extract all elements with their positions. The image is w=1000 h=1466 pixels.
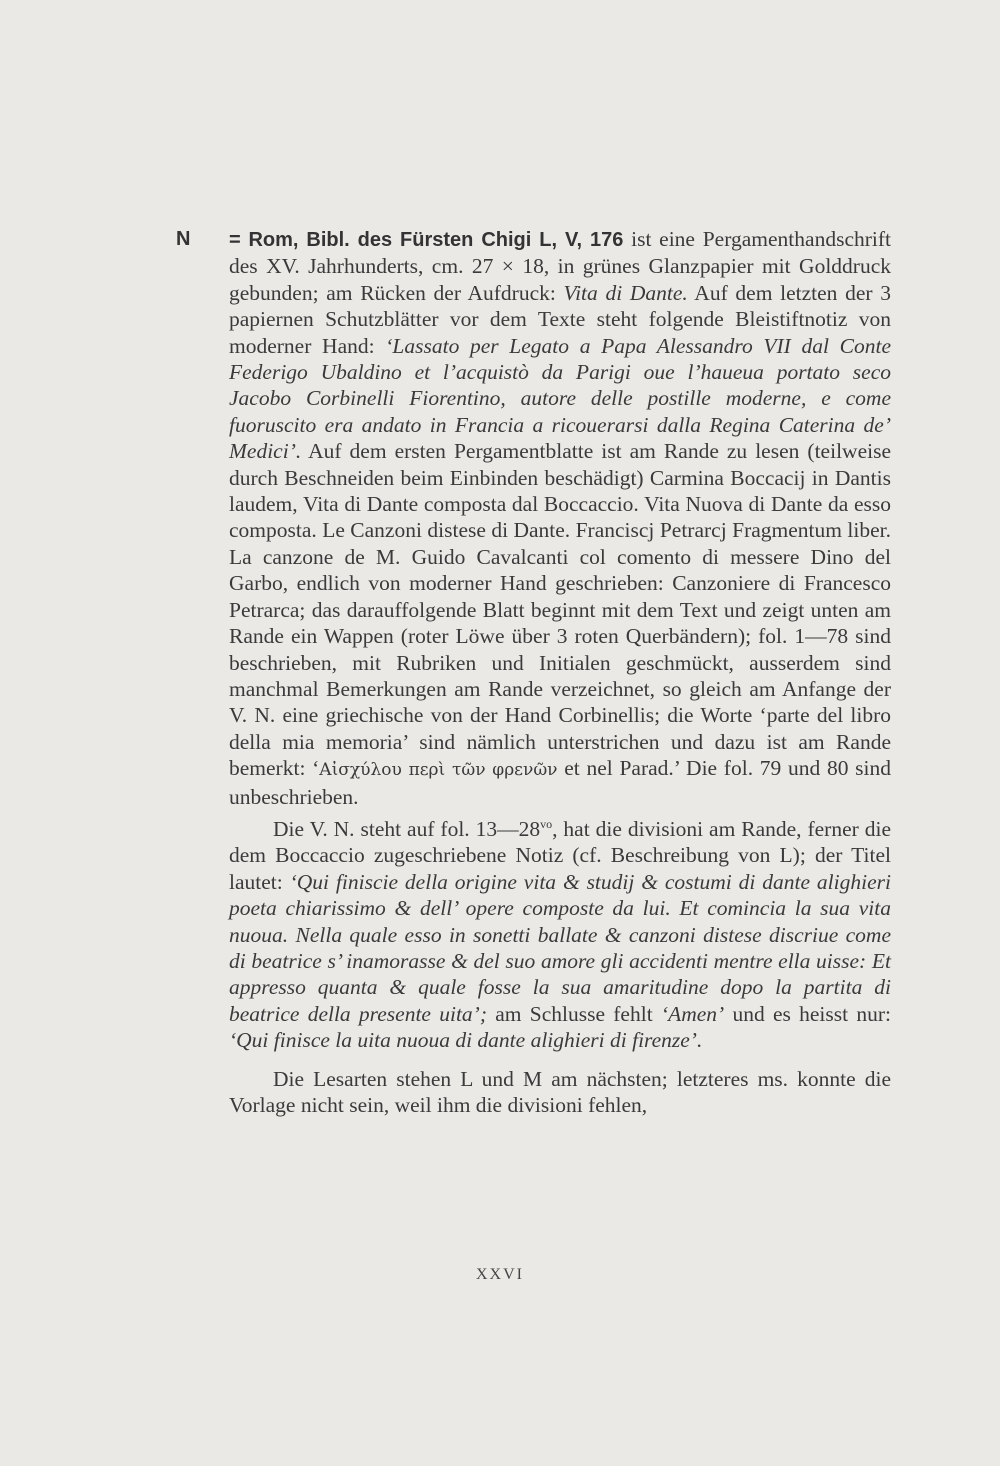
siglum: N — [176, 228, 191, 250]
paragraph-1-text-d: et nel Parad.’ Die fol. 79 und 80 sind unbeschrieben. — [229, 756, 891, 809]
text-body — [229, 226, 891, 1118]
paragraph-1-text-c: Auf dem ersten Pergamentblatte ist am Rande zu lesen (teilweise durch Beschneiden beim Einbinden beschädigt) Carmina Boccacij in Dantis laudem, Vita di Dante composta dal Boccaccio. Vita Nuova di Dante da esso composta. Le Canzoni distese di Dante. Franciscj Petrarcj Fragmentum liber. La canzone de M. Guido Cavalcanti col comento di messere Dino del Garbo, endlich von moderner Hand geschrieben: Canzoniere di Francesco Petrarca; das darauffolgende Blatt beginnt mit dem Text und zeigt unten am Rande ein Wappen (roter Löwe über 3 roten Querbändern); fol. 1—78 sind beschrieben, mit Rubriken und Initialen geschmückt, ausserdem sind manchmal Bemerkungen am Rande verzeichnet, so gleich am Anfange der V. N. eine griechische von der Hand Corbinellis; die Worte ‘parte del libro della mia memoria’ sind nämlich unterstrichen und dazu ist am Rande bemerkt: ‘ — [229, 439, 891, 781]
paragraph-1-text-a: ist eine Pergamenthandschrift des XV. Jahrhunderts, cm. 27 × 18, in grünes Glanzpapier mit Golddruck gebunden; am Rücken der Aufdruck: — [229, 227, 892, 305]
spine-title: Vita di Dante. — [563, 280, 688, 305]
amen-word: ‘Amen’ — [660, 1001, 725, 1026]
paragraph-2-text-b: , hat die divisioni am Rande, ferner die dem Boccaccio zugeschriebene Notiz (cf. Beschreibung von L); der Titel lautet: — [229, 816, 891, 894]
incipit-title: ‘Qui finiscie della origine vita & studij & costumi di dante alighieri poeta chiarissimo & dell’ opere composte da lui. Et comincia la sua vita nuoua. Nella quale esso in sonetti ballate & canzoni distese discriue come di beatrice s’ inamorasse & del suo amore gli accidenti mentre ella uisse: Et appresso quanta & quale fosse la sua amaritudine dopo la partita di beatrice della presente uita’; — [229, 869, 891, 1026]
equals-sign: = — [229, 229, 241, 251]
greek-annotation: Αἰσχύλου περὶ τῶν φρενῶν — [319, 760, 558, 781]
page-number: XXVI — [476, 1266, 524, 1283]
paragraph-2-text-c: am Schlusse fehlt — [487, 1001, 661, 1026]
verso-superscript: vo — [540, 816, 553, 831]
pencil-note: ‘Lassato per Legato a Papa Alessandro VII dal Conte Federigo Ubaldino et l’acquistò da Parigi oue l’haueua portato seco Jacobo Corbinelli Fiorentino, autore delle postille moderne, e come fuoruscito era andato in Francia a ricouerarsi dalla Regina Caterina de’ Medici’. — [229, 333, 891, 464]
paragraph-2-text-d: und es heisst nur: — [724, 1001, 891, 1026]
manuscript-heading: Rom, Bibl. des Fürsten Chigi L, V, 176 — [248, 229, 624, 251]
paragraph-3-text: Die Lesarten stehen L und M am nächsten; letzteres ms. konnte die Vorlage nicht sein, weil ihm die divisioni fehlen, — [229, 1066, 891, 1117]
paragraph-3 — [229, 1066, 891, 1119]
paragraph-1 — [229, 226, 891, 810]
paragraph-1-text-b: Auf dem letzten der 3 papiernen Schutzblätter vor dem Texte steht folgende Bleistiftnotiz von moderner Hand: — [229, 280, 891, 358]
paragraph-2 — [229, 816, 891, 1054]
explicit-title: ‘Qui finisce la uita nuoua di dante alighieri di firenze’. — [229, 1028, 703, 1053]
siglum-label — [176, 226, 190, 252]
paragraph-2-text-a: Die V. N. steht auf fol. 13—28 — [273, 816, 541, 841]
